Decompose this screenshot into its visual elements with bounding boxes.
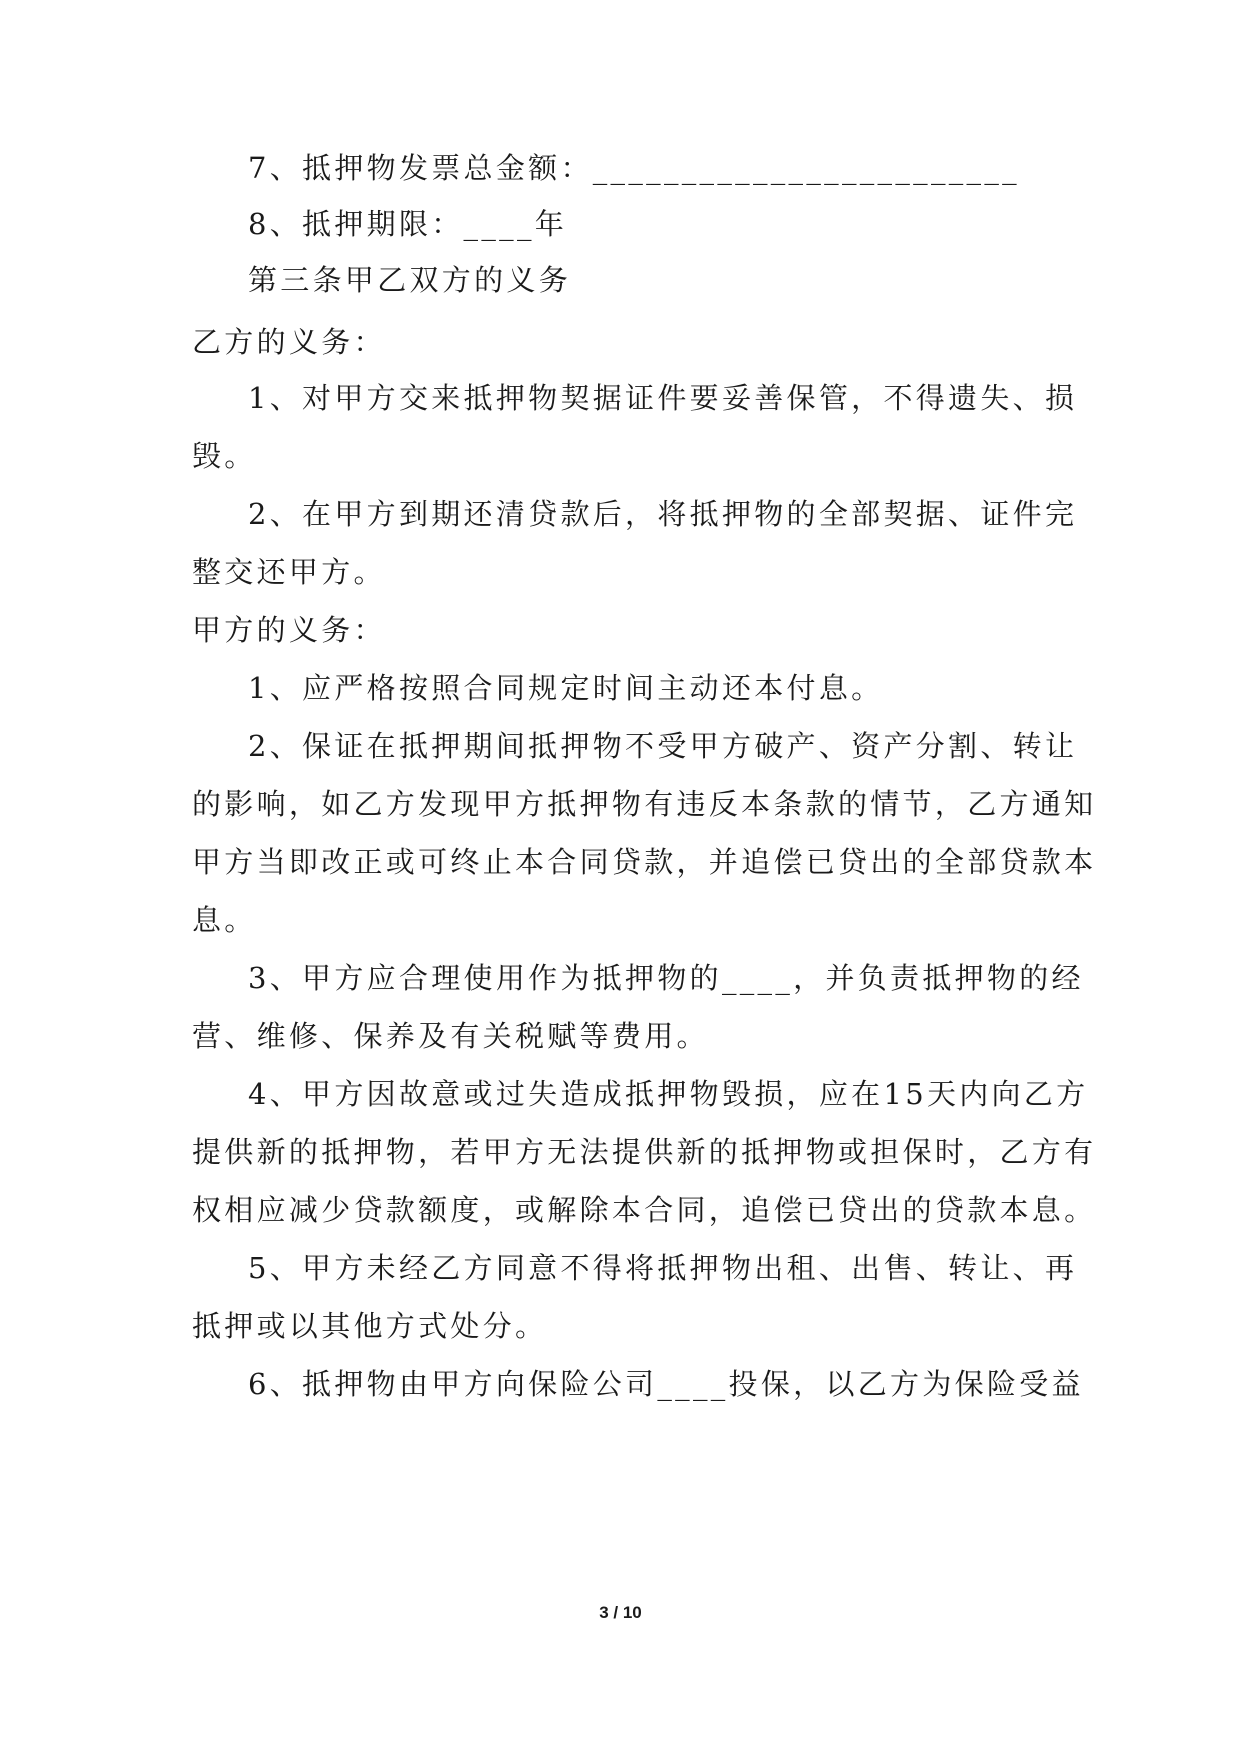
party-a-item-4-line-1: 4、甲方因故意或过失造成抵押物毁损，应在15天内向乙方: [248, 1077, 1089, 1111]
clause-8-mortgage-term: 8、抵押期限：____年: [248, 207, 568, 241]
party-a-item-4-line-2: 提供新的抵押物，若甲方无法提供新的抵押物或担保时，乙方有: [192, 1135, 1097, 1169]
party-a-item-1: 1、应严格按照合同规定时间主动还本付息。: [248, 671, 884, 705]
party-a-item-4-line-3: 权相应减少贷款额度，或解除本合同，追偿已贷出的贷款本息。: [192, 1193, 1097, 1227]
party-b-item-2-line-2: 整交还甲方。: [192, 555, 386, 589]
party-a-item-2-line-2: 的影响，如乙方发现甲方抵押物有违反本条款的情节，乙方通知: [192, 787, 1097, 821]
party-a-item-5-line-1: 5、甲方未经乙方同意不得将抵押物出租、出售、转让、再: [248, 1251, 1078, 1285]
party-a-item-2-line-4: 息。: [192, 903, 257, 937]
party-a-item-2-line-1: 2、保证在抵押期间抵押物不受甲方破产、资产分割、转让: [248, 729, 1078, 763]
clause-7-invoice-amount: 7、抵押物发票总金额：________________________: [248, 151, 1020, 185]
party-a-item-3-line-2: 营、维修、保养及有关税赋等费用。: [192, 1019, 709, 1053]
party-b-item-1-line-1: 1、对甲方交来抵押物契据证件要妥善保管，不得遗失、损: [248, 381, 1078, 415]
party-a-obligations-heading: 甲方的义务：: [192, 613, 386, 647]
party-b-item-1-line-2: 毁。: [192, 439, 257, 473]
party-b-obligations-heading: 乙方的义务：: [192, 325, 386, 359]
party-a-item-2-line-3: 甲方当即改正或可终止本合同贷款，并追偿已贷出的全部贷款本: [192, 845, 1097, 879]
article-3-heading: 第三条甲乙双方的义务: [248, 263, 572, 297]
party-a-item-5-line-2: 抵押或以其他方式处分。: [192, 1309, 548, 1343]
party-a-item-3-line-1: 3、甲方应合理使用作为抵押物的____，并负责抵押物的经: [248, 961, 1084, 995]
page-number: 3 / 10: [599, 1603, 642, 1622]
party-a-item-6-line-1: 6、抵押物由甲方向保险公司____投保，以乙方为保险受益: [248, 1367, 1084, 1401]
party-b-item-2-line-1: 2、在甲方到期还清贷款后，将抵押物的全部契据、证件完: [248, 497, 1078, 531]
